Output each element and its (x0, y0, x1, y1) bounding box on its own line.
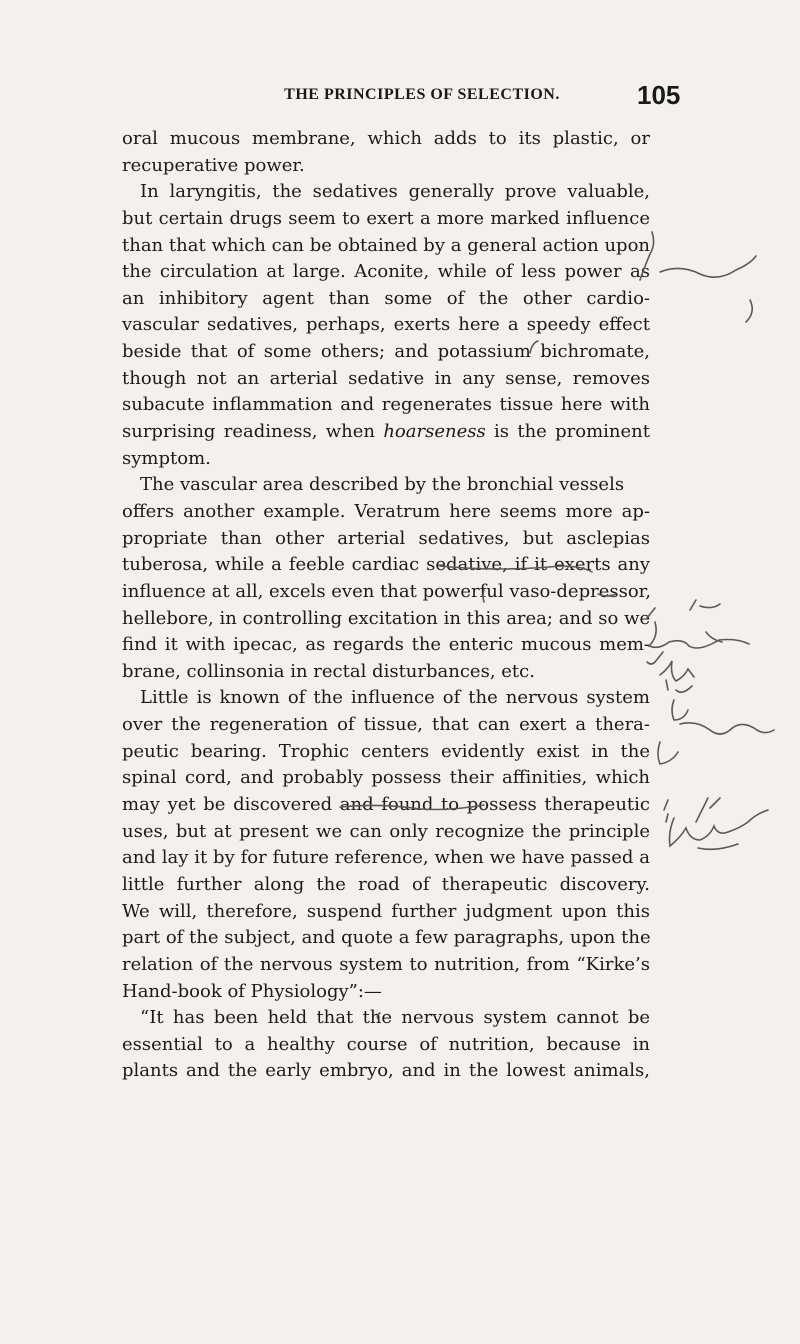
text-line (122, 419, 650, 446)
pencil-mark (696, 798, 720, 822)
text-line: The vascular area described by the bronchial vessels (140, 474, 625, 496)
text-line: Little is known of the influence of the nervous system (140, 687, 650, 709)
text-line: subacute inflammation and regenerates tissue here with (122, 394, 650, 416)
text-line: uses, but at present we can only recognize the principle (122, 820, 650, 842)
text-line: hellebore, in controlling excitation in this area; and so we (122, 607, 651, 629)
text-line: influence at all, excels even that powerful vaso-depressor, (122, 580, 652, 602)
text-line: and lay it by for future reference, when we have passed a (122, 847, 650, 869)
text-line: than that which can be obtained by a general action upon (122, 234, 650, 256)
text-line: Hand-book of Physiology”:— (122, 980, 382, 1002)
text-line: essential to a healthy course of nutrition, because in (122, 1033, 650, 1055)
pencil-mark (664, 800, 668, 822)
text-line: We will, therefore, suspend further judgment upon this (122, 900, 650, 922)
text-line: may yet be discovered and found to possess therapeutic (122, 794, 650, 816)
pencil-mark (666, 680, 692, 692)
pencil-mark (746, 300, 752, 322)
text-line: but certain drugs seem to exert a more marked influence (122, 207, 650, 229)
text-line: “It has been held that the nervous system cannot be (140, 1007, 650, 1029)
text-segment: surprising readiness, when (122, 421, 384, 443)
text-line: part of the subject, and quote a few paragraphs, upon the (122, 927, 651, 949)
pencil-mark (690, 600, 720, 610)
text-line: recuperative power. (122, 154, 305, 176)
pencil-mark (672, 700, 688, 720)
text-line: symptom. (122, 447, 211, 469)
text-line: find it with ipecac, as regards the enteric mucous mem- (122, 634, 650, 656)
text-segment: is the prominent (485, 421, 651, 443)
text-line: vascular sedatives, perhaps, exerts here a speedy effect (122, 314, 650, 336)
text-line: plants and the early embryo, and in the lowest animals, (122, 1060, 650, 1082)
text-line: brane, collinsonia in rectal disturbances, etc. (122, 660, 535, 682)
text-line: tuberosa, while a feeble cardiac sedative, if it exerts any (122, 554, 650, 576)
text-line: offers another example. Veratrum here seems more ap- (122, 500, 650, 522)
pencil-mark (680, 723, 774, 734)
text-line: relation of the nervous system to nutrition, from “Kirke’s (122, 953, 650, 975)
text-line: oral mucous membrane, which adds to its plastic, or (122, 128, 650, 149)
text-line: peutic bearing. Trophic centers evidently exist in the (122, 740, 650, 762)
text-line: In laryngitis, the sedatives generally prove valuable, (140, 181, 650, 203)
pencil-mark (658, 742, 678, 764)
text-line: little further along the road of therapeutic discovery. (122, 873, 650, 895)
pencil-mark (698, 844, 738, 849)
running-title: THE PRINCIPLES OF SELECTION. (284, 86, 560, 103)
text-line: the circulation at large. Aconite, while of less power as (122, 261, 650, 283)
pencil-mark (706, 632, 722, 642)
text-line: over the regeneration of tissue, that can exert a thera- (122, 714, 650, 736)
pencil-mark (660, 256, 756, 277)
body-text (122, 126, 650, 1085)
page-number: 105 (637, 80, 681, 110)
text-line: spinal cord, and probably possess their affinities, which (122, 767, 650, 789)
text-line: though not an arterial sedative in any sense, removes (122, 367, 650, 389)
text-line: beside that of some others; and potassium bichromate, (122, 341, 650, 363)
pencil-mark (649, 622, 749, 648)
pencil-mark (670, 810, 769, 846)
pencil-mark (660, 661, 694, 681)
italic-text: hoarseness (383, 421, 486, 443)
text-line: propriate than other arterial sedatives, but asclepias (122, 527, 650, 549)
text-line: an inhibitory agent than some of the other cardio- (122, 287, 650, 309)
